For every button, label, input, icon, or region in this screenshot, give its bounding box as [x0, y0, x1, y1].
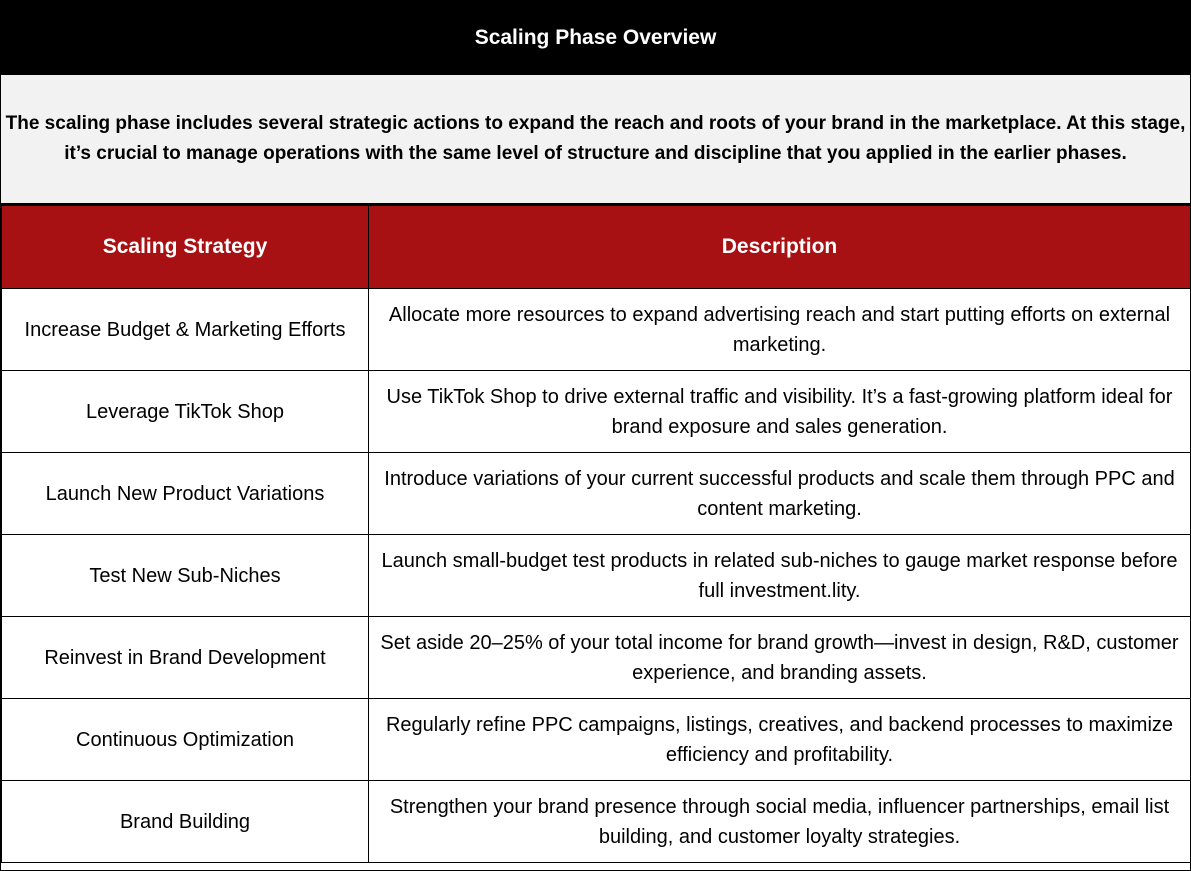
strategy-cell: Launch New Product Variations	[2, 453, 369, 535]
intro-text: The scaling phase includes several strategic actions to expand the reach and roots of your brand in the marketplace. At this stage, it’s crucial to manage operations with the same level of structure and discipline that you applied in the earlier phases.	[1, 74, 1190, 205]
table-row	[2, 617, 1191, 699]
page-title: Scaling Phase Overview	[1, 1, 1190, 74]
table-header-row	[2, 206, 1191, 289]
table-row	[2, 289, 1191, 371]
description-cell: Use TikTok Shop to drive external traffic and visibility. It’s a fast-growing platform ideal for brand exposure and sales generation.	[369, 371, 1191, 453]
description-cell: Introduce variations of your current successful products and scale them through PPC and content marketing.	[369, 453, 1191, 535]
table-row	[2, 535, 1191, 617]
strategy-cell: Leverage TikTok Shop	[2, 371, 369, 453]
strategy-cell: Test New Sub-Niches	[2, 535, 369, 617]
strategy-cell: Reinvest in Brand Development	[2, 617, 369, 699]
table-row	[2, 371, 1191, 453]
table-row	[2, 699, 1191, 781]
description-cell: Allocate more resources to expand advertising reach and start putting efforts on external marketing.	[369, 289, 1191, 371]
description-cell: Regularly refine PPC campaigns, listings, creatives, and backend processes to maximize efficiency and profitability.	[369, 699, 1191, 781]
table-row	[2, 453, 1191, 535]
strategy-cell: Increase Budget & Marketing Efforts	[2, 289, 369, 371]
strategy-cell: Continuous Optimization	[2, 699, 369, 781]
header-description: Description	[369, 206, 1191, 289]
description-cell: Launch small-budget test products in related sub-niches to gauge market response before full investment.lity.	[369, 535, 1191, 617]
description-cell: Strengthen your brand presence through social media, influencer partnerships, email list building, and customer loyalty strategies.	[369, 781, 1191, 863]
strategy-cell: Brand Building	[2, 781, 369, 863]
header-scaling-strategy: Scaling Strategy	[2, 206, 369, 289]
table-row	[2, 781, 1191, 863]
description-cell: Set aside 20–25% of your total income for brand growth—invest in design, R&D, customer experience, and branding assets.	[369, 617, 1191, 699]
strategy-table	[1, 205, 1191, 863]
